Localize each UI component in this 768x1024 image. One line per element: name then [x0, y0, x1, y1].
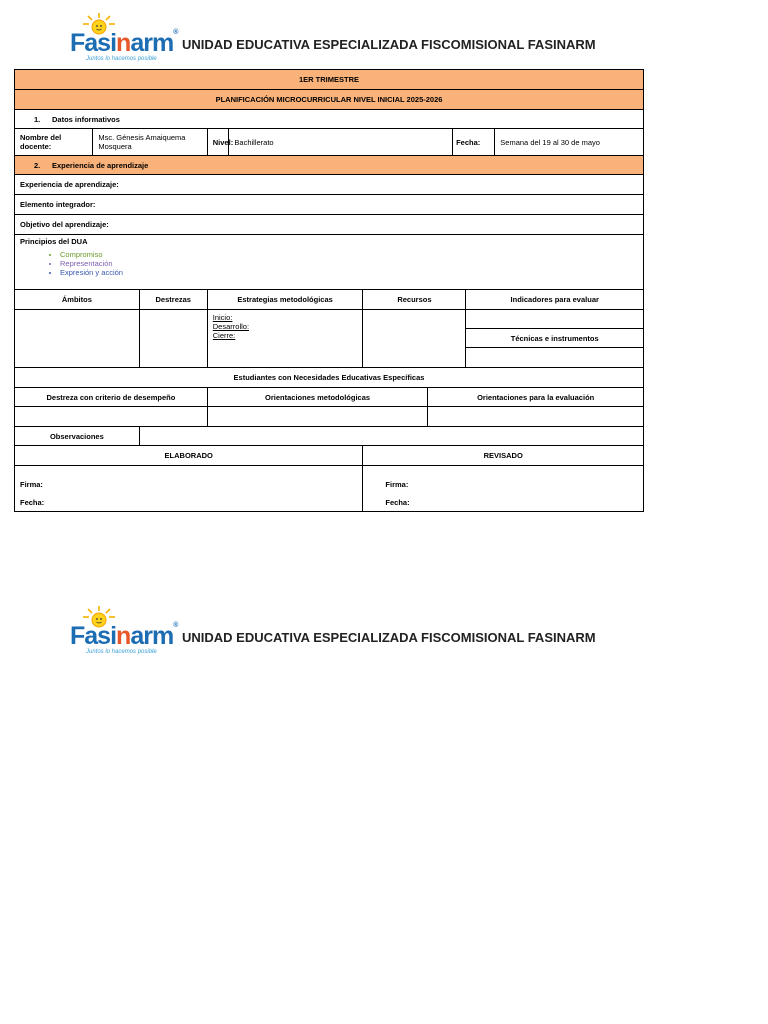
fecha-label: Fecha:	[20, 498, 45, 507]
logo-tagline: Juntos lo hacemos posible	[86, 56, 157, 62]
nee-title: Estudiantes con Necesidades Educativas Específicas	[15, 368, 644, 388]
header-indicadores: Indicadores para evaluar	[466, 290, 644, 310]
section-datos: 1. Datos informativos	[15, 110, 644, 129]
objective-label: Objetivo del aprendizaje:	[15, 215, 644, 235]
dua-item: • Expresión y acción	[60, 268, 638, 277]
destrezas-cell	[139, 310, 207, 368]
dua-list	[20, 250, 638, 277]
page-header	[68, 12, 668, 68]
recursos-cell	[363, 310, 466, 368]
dua-section	[15, 235, 644, 290]
school-name: UNIDAD EDUCATIVA ESPECIALIZADA FISCOMISIONAL FASINARM	[182, 630, 596, 645]
nee-destreza-cell	[15, 407, 208, 427]
strategy-inicio: Inicio:	[212, 313, 233, 322]
elaborado-sign	[15, 466, 363, 512]
revisado-sign	[363, 466, 644, 512]
logo-wordmark: Fasinarm®	[70, 29, 178, 57]
elaborado-header: ELABORADO	[15, 446, 363, 466]
element-label: Elemento integrador:	[15, 195, 644, 215]
firma-label: Firma:	[385, 480, 409, 489]
dua-item: • Compromiso	[60, 250, 638, 259]
header-ambitos: Ámbitos	[15, 290, 140, 310]
strategy-desarrollo: Desarrollo:	[212, 322, 250, 331]
fasinarm-logo	[68, 605, 184, 661]
level-value: Bachillerato	[229, 129, 453, 156]
fecha-label: Fecha:	[385, 498, 410, 507]
date-value: Semana del 19 al 30 de mayo	[495, 129, 644, 156]
teacher-label: Nombre del docente:	[15, 129, 93, 156]
observaciones-label: Observaciones	[15, 427, 140, 446]
section-experiencia: 2. Experiencia de aprendizaje	[15, 156, 644, 175]
school-name: UNIDAD EDUCATIVA ESPECIALIZADA FISCOMISIONAL FASINARM	[182, 37, 596, 52]
firma-label: Firma:	[20, 480, 43, 489]
tecnicas-header: Técnicas e instrumentos	[466, 329, 644, 348]
dua-item: • Representación	[60, 259, 638, 268]
estrategias-cell	[207, 310, 363, 368]
tecnicas-cell	[466, 348, 644, 368]
date-label: Fecha:	[453, 129, 495, 156]
teacher-value: Msc. Génesis Amaiquema Mosquera	[93, 129, 207, 156]
header-recursos: Recursos	[363, 290, 466, 310]
indicadores-cell	[466, 310, 644, 329]
logo-tagline: Juntos lo hacemos posible	[86, 649, 157, 655]
nee-header-destreza: Destreza con criterio de desempeño	[15, 388, 208, 407]
nee-header-orientaciones: Orientaciones metodológicas	[207, 388, 428, 407]
strategy-cierre: Cierre:	[212, 331, 236, 340]
nee-evaluacion-cell	[428, 407, 644, 427]
planning-table	[14, 69, 644, 512]
dua-label: Principios del DUA	[20, 237, 88, 246]
logo-wordmark: Fasinarm®	[70, 622, 178, 650]
header-estrategias: Estrategias metodológicas	[207, 290, 363, 310]
ambitos-cell	[15, 310, 140, 368]
plan-title: PLANIFICACIÓN MICROCURRICULAR NIVEL INICIAL 2025-2026	[15, 90, 644, 110]
experience-label: Experiencia de aprendizaje:	[15, 175, 644, 195]
header-destrezas: Destrezas	[139, 290, 207, 310]
observaciones-cell	[139, 427, 643, 446]
page-header-2	[68, 605, 668, 661]
nee-header-evaluacion: Orientaciones para la evaluación	[428, 388, 644, 407]
nee-orientaciones-cell	[207, 407, 428, 427]
trimester-title: 1ER TRIMESTRE	[15, 70, 644, 90]
level-label: Nivel:	[207, 129, 229, 156]
revisado-header: REVISADO	[363, 446, 644, 466]
fasinarm-logo	[68, 12, 184, 68]
